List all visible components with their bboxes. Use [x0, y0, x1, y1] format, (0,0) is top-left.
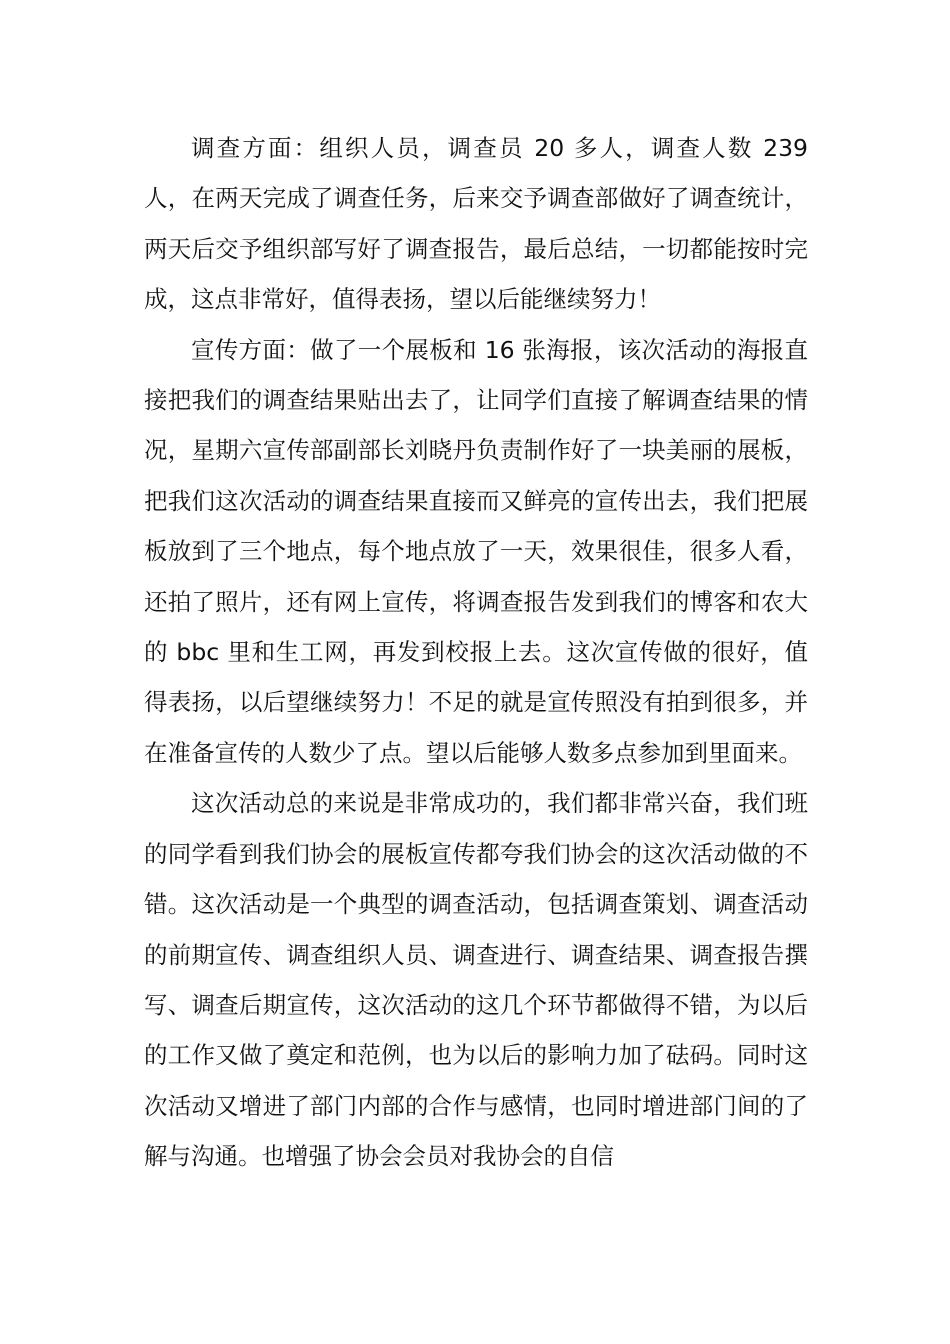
- document-body: [144, 123, 808, 1182]
- paragraph-survey: 调查方面：组织人员，调查员 20 多人，调查人数 239 人，在两天完成了调查任务，后来交予调查部做好了调查统计，两天后交予组织部写好了调查报告，最后总结，一切都能按时完成，这点非常好，值得表扬，望以后能继续努力！: [144, 134, 808, 314]
- paragraph-summary: 这次活动总的来说是非常成功的，我们都非常兴奋，我们班的同学看到我们协会的展板宣传都夸我们协会的这次活动做的不错。这次活动是一个典型的调查活动，包括调查策划、调查活动的前期宣传、调查组织人员、调查进行、调查结果、调查报告撰写、调查后期宣传，这次活动的这几个环节都做得不错，为以后的工作又做了奠定和范例，也为以后的影响力加了砝码。同时这次活动又增进了部门内部的合作与感情，也同时增进部门间的了解与沟通。也增强了协会会员对我协会的自信: [144, 789, 808, 1171]
- paragraph-publicity: 宣传方面：做了一个展板和 16 张海报，该次活动的海报直接把我们的调查结果贴出去了，让同学们直接了解调查结果的情况，星期六宣传部副部长刘晓丹负责制作好了一块美丽的展板，把我们这次活动的调查结果直接而又鲜亮的宣传出去，我们把展板放到了三个地点，每个地点放了一天，效果很佳，很多人看，还拍了照片，还有网上宣传，将调查报告发到我们的博客和农大的 bbc 里和生工网，再发到校报上去。这次宣传做的很好，值得表扬，以后望继续努力！不足的就是宣传照没有拍到很多，并在准备宣传的人数少了点。望以后能够人数多点参加到里面来。: [144, 335, 808, 767]
